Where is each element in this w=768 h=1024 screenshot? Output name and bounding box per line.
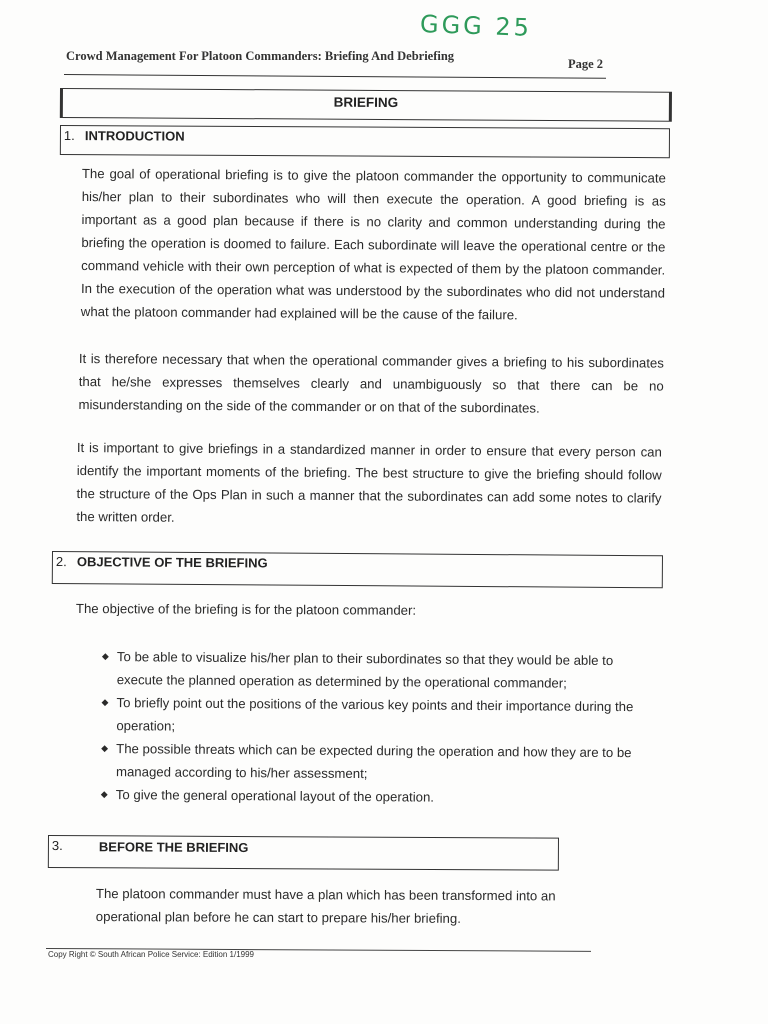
main-title: BRIEFING xyxy=(333,94,399,111)
section-title: BEFORE THE BRIEFING xyxy=(98,839,249,856)
copyright-footer: Copy Right © South African Police Service: Edition 1/1999 xyxy=(48,950,255,959)
header-title: Crowd Management For Platoon Commanders: Briefing And Debriefing xyxy=(66,49,455,63)
paragraph: The objective of the briefing is for the platoon commander: xyxy=(75,600,417,618)
list-item: ◆ To briefly point out the positions of the various key points and their importance during the operation; xyxy=(101,691,661,741)
page-number: Page 2 xyxy=(568,57,604,71)
section-number: 2. xyxy=(55,554,67,570)
section-title: OBJECTIVE OF THE BRIEFING xyxy=(76,554,268,571)
main-title-box xyxy=(60,88,672,122)
header-divider xyxy=(64,74,606,79)
list-item: ◆ The possible threats which can be expected during the operation and how they are to be managed according to his/her assessment; xyxy=(101,737,661,787)
list-item: ◆ To give the general operational layout of the operation. xyxy=(101,783,661,810)
paragraph: It is therefore necessary that when the operational commander gives a briefing to his subordinates that he/she expresses themselves clearly and unambiguously so that there can be no misunderstanding on the side of the commander or on that of the subordinates. xyxy=(78,350,664,416)
section-3-heading xyxy=(48,835,559,871)
section-title: INTRODUCTION xyxy=(84,128,185,144)
objectives-list xyxy=(101,645,662,810)
list-item: ◆ To be able to visualize his/her plan to their subordinates so that they would be able to execute the planned operation as determined by the operational commander; xyxy=(102,645,662,695)
paragraph: The platoon commander must have a plan which has been transformed into an operational plan before he can start to prepare his/her briefing. xyxy=(95,885,556,926)
paragraph: The goal of operational briefing is to give the platoon commander the opportunity to communicate his/her plan to their subordinates who will then execute the operation. A good briefing is as important as a good plan because if there is no clarity and common understanding during the briefing the operation is doomed to failure. Each subordinate will leave the operational centre or the command vehicle with their own perception of what is expected of them by the platoon commander. In the execution of the operation what was understood by the subordinates who did not understand what the platoon commander had explained will be the cause of the failure. xyxy=(80,165,666,323)
paragraph: It is important to give briefings in a standardized manner in order to ensure that every person can identify the important moments of the briefing. The best structure to give the briefing should follow the structure of the Ops Plan in such a manner that the subordinates can add some notes to clarify the written order. xyxy=(76,439,662,525)
handwritten-note: GGG 25 xyxy=(419,10,533,42)
section-number: 1. xyxy=(63,128,75,144)
section-1-heading xyxy=(60,125,670,158)
section-number: 3. xyxy=(51,838,63,854)
section-2-heading xyxy=(52,551,663,588)
